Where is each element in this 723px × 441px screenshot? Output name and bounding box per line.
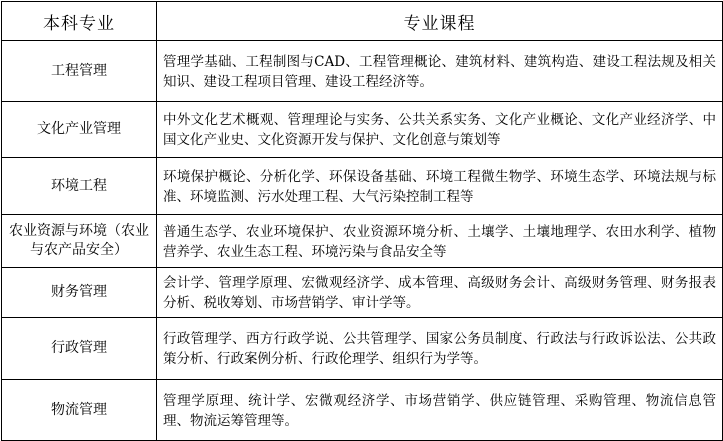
table-row [2, 268, 723, 318]
course-list: 管理学基础、工程制图与CAD、工程管理概论、建筑材料、建筑构造、建设工程法规及相关知识、建设工程项目管理、建设工程经济等。 [157, 41, 723, 102]
major-name: 农业资源与环境（农业与农产品安全） [2, 215, 157, 268]
course-list: 会计学、管理学原理、宏微观经济学、成本管理、高级财务会计、高级财务管理、财务报表分析、税收筹划、市场营销学、审计学等。 [157, 268, 723, 318]
header-major: 本科专业 [2, 2, 157, 41]
major-name: 文化产业管理 [2, 102, 157, 158]
major-name: 工程管理 [2, 41, 157, 102]
major-name: 物流管理 [2, 380, 157, 441]
table-row [2, 41, 723, 102]
table-row [2, 102, 723, 158]
table-row [2, 318, 723, 380]
major-courses-table [1, 1, 723, 441]
course-list: 行政管理学、西方行政学说、公共管理学、国家公务员制度、行政法与行政诉讼法、公共政策分析、行政案例分析、行政伦理学、组织行为学等。 [157, 318, 723, 380]
header-row [2, 2, 723, 41]
course-list: 普通生态学、农业环境保护、农业资源环境分析、土壤学、土壤地理学、农田水利学、植物营养学、农业生态工程、环境污染与食品安全等 [157, 215, 723, 268]
major-name: 财务管理 [2, 268, 157, 318]
course-list: 环境保护概论、分析化学、环保设备基础、环境工程微生物学、环境生态学、环境法规与标准、环境监测、污水处理工程、大气污染控制工程等 [157, 158, 723, 215]
table-row [2, 158, 723, 215]
header-courses: 专业课程 [157, 2, 723, 41]
major-name: 环境工程 [2, 158, 157, 215]
table-row [2, 380, 723, 441]
course-list: 中外文化艺术概观、管理理论与实务、公共关系实务、文化产业概论、文化产业经济学、中国文化产业史、文化资源开发与保护、文化创意与策划等 [157, 102, 723, 158]
course-list: 管理学原理、统计学、宏微观经济学、市场营销学、供应链管理、采购管理、物流信息管理、物流运筹管理等。 [157, 380, 723, 441]
major-name: 行政管理 [2, 318, 157, 380]
table-row [2, 215, 723, 268]
